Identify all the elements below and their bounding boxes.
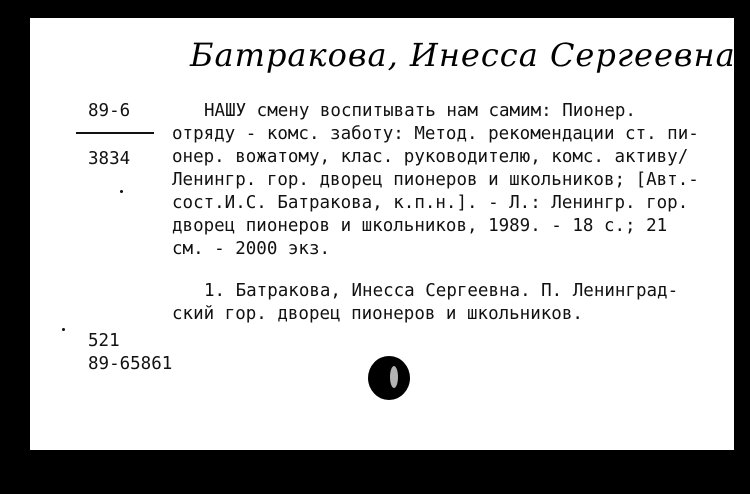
code-top: 89-6	[88, 101, 131, 121]
text-line-4: Ленингр. гор. дворец пионеров и школьников; [Авт.-	[172, 170, 699, 190]
scan-border-bottom	[0, 450, 750, 494]
text-line-6: дворец пионеров и школьников, 1989. - 18 с.; 21	[172, 216, 668, 236]
punch-hole-mark	[368, 356, 410, 400]
text-line-1: НАШУ смену воспитывать нам самим: Пионер.	[204, 101, 636, 121]
handwritten-author-heading: Батракова, Инесса Сергеевна	[190, 36, 736, 74]
code-bottom-2: 89-65861	[88, 354, 173, 374]
text-line-7: см. - 2000 экз.	[172, 239, 331, 259]
code-bottom-1: 521	[88, 331, 120, 351]
speck	[62, 328, 65, 331]
text-line-5: сост.И.С. Батракова, к.п.н.]. - Л.: Ленингр. гор.	[172, 193, 689, 213]
code-middle: 3834	[88, 149, 131, 169]
scan-border-left	[0, 0, 30, 494]
speck	[120, 190, 123, 193]
text-line-3: онер. вожатому, клас. руководителю, комс. активу/	[172, 147, 689, 167]
scan-border-right	[734, 0, 750, 494]
code-divider-line	[76, 132, 154, 134]
punch-hole-highlight	[390, 366, 398, 388]
text-line-2: отряду - комс. заботу: Метод. рекомендации ст. пи-	[172, 124, 699, 144]
tracing-line-2: ский гор. дворец пионеров и школьников.	[172, 304, 583, 324]
tracing-line-1: 1. Батракова, Инесса Сергеевна. П. Ленинград-	[204, 281, 679, 301]
